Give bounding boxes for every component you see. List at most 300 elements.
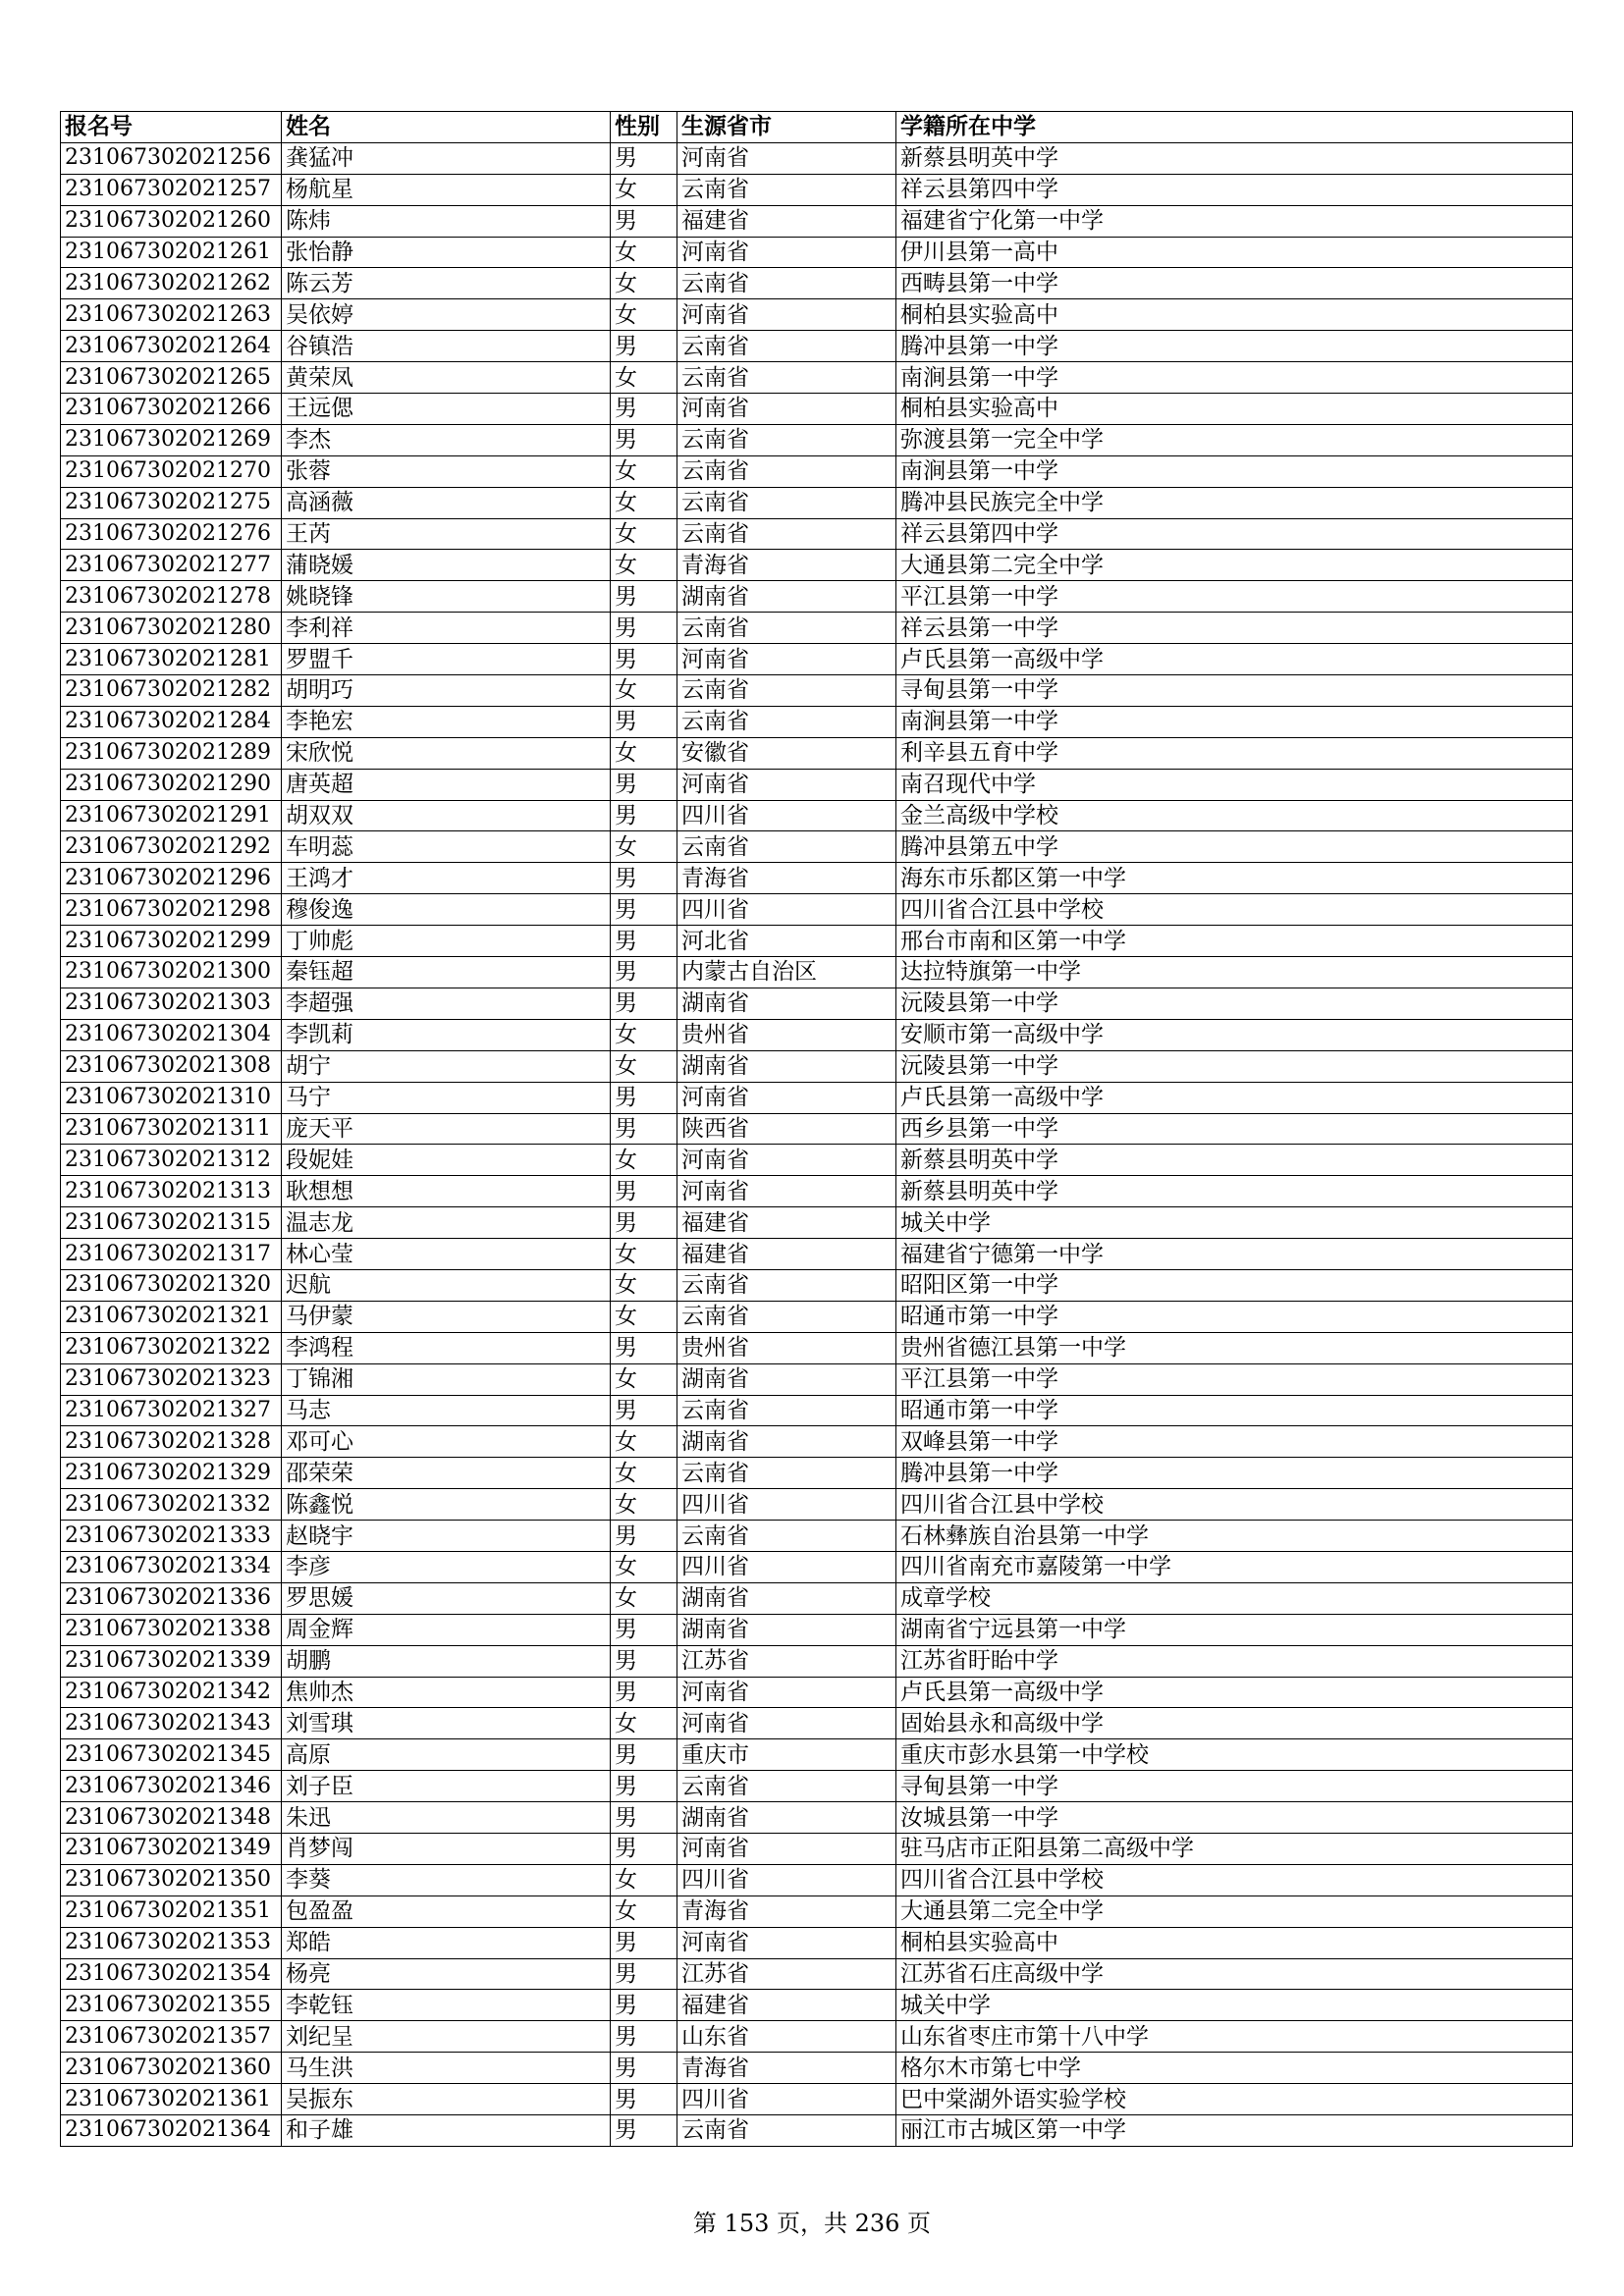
name-cell: 秦钰超 xyxy=(282,957,611,988)
name-cell: 赵晓宇 xyxy=(282,1521,611,1552)
name-cell: 李葵 xyxy=(282,1864,611,1896)
table-row xyxy=(61,675,1573,707)
registration-number-cell: 231067302021308 xyxy=(61,1050,282,1082)
table-row xyxy=(61,1927,1573,1958)
province-cell: 陕西省 xyxy=(677,1113,896,1145)
name-cell: 吴振东 xyxy=(282,2084,611,2115)
registration-number-cell: 231067302021357 xyxy=(61,2021,282,2053)
table-row xyxy=(61,1145,1573,1176)
school-cell: 四川省合江县中学校 xyxy=(896,1864,1573,1896)
province-cell: 云南省 xyxy=(677,1771,896,1802)
table-row xyxy=(61,1958,1573,1990)
registration-number-cell: 231067302021291 xyxy=(61,800,282,831)
table-row xyxy=(61,394,1573,425)
school-cell: 平江县第一中学 xyxy=(896,1363,1573,1395)
province-cell: 河南省 xyxy=(677,769,896,800)
table-row xyxy=(61,1426,1573,1458)
name-cell: 刘子臣 xyxy=(282,1771,611,1802)
province-cell: 云南省 xyxy=(677,706,896,737)
gender-cell: 女 xyxy=(611,1239,677,1270)
registration-number-cell: 231067302021348 xyxy=(61,1802,282,1834)
registration-number-cell: 231067302021261 xyxy=(61,237,282,268)
province-cell: 河南省 xyxy=(677,644,896,675)
registration-number-cell: 231067302021300 xyxy=(61,957,282,988)
province-cell: 贵州省 xyxy=(677,1019,896,1050)
school-cell: 平江县第一中学 xyxy=(896,581,1573,613)
province-cell: 云南省 xyxy=(677,1521,896,1552)
gender-cell: 女 xyxy=(611,362,677,394)
name-cell: 李超强 xyxy=(282,988,611,1019)
table-row xyxy=(61,174,1573,205)
province-cell: 云南省 xyxy=(677,424,896,455)
gender-cell: 男 xyxy=(611,331,677,362)
registration-number-cell: 231067302021276 xyxy=(61,518,282,550)
province-cell: 云南省 xyxy=(677,487,896,518)
registration-number-cell: 231067302021322 xyxy=(61,1332,282,1363)
registration-number-cell: 231067302021277 xyxy=(61,550,282,581)
province-cell: 江苏省 xyxy=(677,1958,896,1990)
province-cell: 山东省 xyxy=(677,2021,896,2053)
gender-cell: 女 xyxy=(611,174,677,205)
province-cell: 云南省 xyxy=(677,268,896,299)
name-cell: 高涵薇 xyxy=(282,487,611,518)
school-cell: 贵州省德江县第一中学 xyxy=(896,1332,1573,1363)
name-cell: 郑皓 xyxy=(282,1927,611,1958)
table-row xyxy=(61,1677,1573,1708)
province-cell: 河南省 xyxy=(677,142,896,174)
name-cell: 罗思媛 xyxy=(282,1582,611,1614)
name-cell: 李凯莉 xyxy=(282,1019,611,1050)
name-cell: 谷镇浩 xyxy=(282,331,611,362)
name-cell: 李艳宏 xyxy=(282,706,611,737)
province-cell: 青海省 xyxy=(677,1896,896,1927)
registration-number-cell: 231067302021265 xyxy=(61,362,282,394)
registration-number-cell: 231067302021343 xyxy=(61,1708,282,1739)
registration-number-cell: 231067302021321 xyxy=(61,1301,282,1332)
school-cell: 福建省宁化第一中学 xyxy=(896,205,1573,237)
school-cell: 桐柏县实验高中 xyxy=(896,299,1573,331)
gender-cell: 女 xyxy=(611,1269,677,1301)
admission-roster-table xyxy=(60,111,1573,2147)
gender-cell: 男 xyxy=(611,1207,677,1239)
registration-number-cell: 231067302021364 xyxy=(61,2115,282,2147)
name-cell: 王远偲 xyxy=(282,394,611,425)
name-cell: 杨航星 xyxy=(282,174,611,205)
school-cell: 双峰县第一中学 xyxy=(896,1426,1573,1458)
name-cell: 李杰 xyxy=(282,424,611,455)
gender-cell: 男 xyxy=(611,1395,677,1426)
name-cell: 庞天平 xyxy=(282,1113,611,1145)
school-cell: 城关中学 xyxy=(896,1207,1573,1239)
school-cell: 南涧县第一中学 xyxy=(896,706,1573,737)
school-cell: 昭通市第一中学 xyxy=(896,1301,1573,1332)
gender-cell: 男 xyxy=(611,988,677,1019)
registration-number-cell: 231067302021354 xyxy=(61,1958,282,1990)
province-cell: 湖南省 xyxy=(677,1802,896,1834)
gender-cell: 男 xyxy=(611,1176,677,1207)
province-cell: 河南省 xyxy=(677,1176,896,1207)
name-cell: 车明蕊 xyxy=(282,831,611,863)
gender-cell: 男 xyxy=(611,205,677,237)
name-cell: 胡双双 xyxy=(282,800,611,831)
table-row xyxy=(61,1113,1573,1145)
gender-cell: 女 xyxy=(611,237,677,268)
gender-cell: 男 xyxy=(611,581,677,613)
name-cell: 陈云芳 xyxy=(282,268,611,299)
province-cell: 福建省 xyxy=(677,1990,896,2021)
registration-number-cell: 231067302021313 xyxy=(61,1176,282,1207)
school-cell: 寻甸县第一中学 xyxy=(896,1771,1573,1802)
table-row xyxy=(61,1332,1573,1363)
province-cell: 云南省 xyxy=(677,518,896,550)
table-row xyxy=(61,1864,1573,1896)
school-cell: 沅陵县第一中学 xyxy=(896,988,1573,1019)
school-cell: 利辛县五育中学 xyxy=(896,737,1573,769)
gender-cell: 女 xyxy=(611,1489,677,1521)
school-cell: 四川省南充市嘉陵第一中学 xyxy=(896,1551,1573,1582)
name-cell: 张蓉 xyxy=(282,455,611,487)
registration-number-cell: 231067302021289 xyxy=(61,737,282,769)
school-cell: 金兰高级中学校 xyxy=(896,800,1573,831)
registration-number-cell: 231067302021332 xyxy=(61,1489,282,1521)
province-cell: 河北省 xyxy=(677,926,896,957)
table-row xyxy=(61,2053,1573,2084)
school-cell: 固始县永和高级中学 xyxy=(896,1708,1573,1739)
table-row xyxy=(61,2021,1573,2053)
registration-number-cell: 231067302021270 xyxy=(61,455,282,487)
school-cell: 腾冲县第五中学 xyxy=(896,831,1573,863)
province-cell: 湖南省 xyxy=(677,1614,896,1645)
gender-cell: 女 xyxy=(611,1363,677,1395)
province-cell: 云南省 xyxy=(677,174,896,205)
school-cell: 四川省合江县中学校 xyxy=(896,894,1573,926)
table-row xyxy=(61,142,1573,174)
school-cell: 汝城县第一中学 xyxy=(896,1802,1573,1834)
name-cell: 温志龙 xyxy=(282,1207,611,1239)
table-row xyxy=(61,926,1573,957)
registration-number-cell: 231067302021312 xyxy=(61,1145,282,1176)
name-cell: 黄荣凤 xyxy=(282,362,611,394)
registration-number-cell: 231067302021299 xyxy=(61,926,282,957)
school-cell: 伊川县第一高中 xyxy=(896,237,1573,268)
table-row xyxy=(61,331,1573,362)
province-cell: 河南省 xyxy=(677,237,896,268)
name-cell: 罗盟千 xyxy=(282,644,611,675)
school-cell: 安顺市第一高级中学 xyxy=(896,1019,1573,1050)
registration-number-cell: 231067302021311 xyxy=(61,1113,282,1145)
gender-cell: 男 xyxy=(611,800,677,831)
table-row xyxy=(61,1551,1573,1582)
school-cell: 江苏省石庄高级中学 xyxy=(896,1958,1573,1990)
table-row xyxy=(61,1050,1573,1082)
table-row xyxy=(61,988,1573,1019)
name-cell: 马生洪 xyxy=(282,2053,611,2084)
table-row xyxy=(61,299,1573,331)
table-row xyxy=(61,644,1573,675)
school-cell: 昭阳区第一中学 xyxy=(896,1269,1573,1301)
province-cell: 云南省 xyxy=(677,831,896,863)
gender-cell: 男 xyxy=(611,1990,677,2021)
province-cell: 四川省 xyxy=(677,1864,896,1896)
name-cell: 林心莹 xyxy=(282,1239,611,1270)
school-cell: 卢氏县第一高级中学 xyxy=(896,1677,1573,1708)
name-cell: 穆俊逸 xyxy=(282,894,611,926)
name-cell: 李利祥 xyxy=(282,613,611,644)
table-row xyxy=(61,1990,1573,2021)
school-cell: 海东市乐都区第一中学 xyxy=(896,863,1573,894)
province-cell: 青海省 xyxy=(677,863,896,894)
province-cell: 重庆市 xyxy=(677,1739,896,1771)
name-cell: 周金辉 xyxy=(282,1614,611,1645)
school-cell: 江苏省盱眙中学 xyxy=(896,1645,1573,1677)
gender-cell: 男 xyxy=(611,863,677,894)
name-cell: 耿想想 xyxy=(282,1176,611,1207)
province-cell: 四川省 xyxy=(677,800,896,831)
gender-cell: 女 xyxy=(611,550,677,581)
gender-cell: 男 xyxy=(611,1113,677,1145)
registration-number-cell: 231067302021281 xyxy=(61,644,282,675)
registration-number-cell: 231067302021296 xyxy=(61,863,282,894)
school-cell: 西畴县第一中学 xyxy=(896,268,1573,299)
name-cell: 丁帅彪 xyxy=(282,926,611,957)
header-registration-number: 报名号 xyxy=(61,112,282,143)
school-cell: 新蔡县明英中学 xyxy=(896,1145,1573,1176)
province-cell: 湖南省 xyxy=(677,1582,896,1614)
registration-number-cell: 231067302021328 xyxy=(61,1426,282,1458)
table-row xyxy=(61,581,1573,613)
gender-cell: 女 xyxy=(611,1864,677,1896)
school-cell: 南涧县第一中学 xyxy=(896,455,1573,487)
table-row xyxy=(61,863,1573,894)
registration-number-cell: 231067302021304 xyxy=(61,1019,282,1050)
name-cell: 龚猛冲 xyxy=(282,142,611,174)
registration-number-cell: 231067302021334 xyxy=(61,1551,282,1582)
registration-number-cell: 231067302021351 xyxy=(61,1896,282,1927)
registration-number-cell: 231067302021361 xyxy=(61,2084,282,2115)
table-row xyxy=(61,1708,1573,1739)
province-cell: 云南省 xyxy=(677,675,896,707)
page-footer: 第 153 页，共 236 页 xyxy=(692,2210,932,2237)
name-cell: 姚晓锋 xyxy=(282,581,611,613)
gender-cell: 男 xyxy=(611,424,677,455)
table-row xyxy=(61,205,1573,237)
school-cell: 巴中棠湖外语实验学校 xyxy=(896,2084,1573,2115)
gender-cell: 男 xyxy=(611,1771,677,1802)
table-row xyxy=(61,1833,1573,1864)
school-cell: 新蔡县明英中学 xyxy=(896,1176,1573,1207)
school-cell: 湖南省宁远县第一中学 xyxy=(896,1614,1573,1645)
registration-number-cell: 231067302021263 xyxy=(61,299,282,331)
registration-number-cell: 231067302021350 xyxy=(61,1864,282,1896)
province-cell: 湖南省 xyxy=(677,581,896,613)
school-cell: 重庆市彭水县第一中学校 xyxy=(896,1739,1573,1771)
school-cell: 城关中学 xyxy=(896,1990,1573,2021)
table-row xyxy=(61,1176,1573,1207)
school-cell: 邢台市南和区第一中学 xyxy=(896,926,1573,957)
province-cell: 湖南省 xyxy=(677,1426,896,1458)
table-row xyxy=(61,1521,1573,1552)
table-row xyxy=(61,831,1573,863)
school-cell: 石林彝族自治县第一中学 xyxy=(896,1521,1573,1552)
province-cell: 云南省 xyxy=(677,362,896,394)
gender-cell: 男 xyxy=(611,1645,677,1677)
gender-cell: 女 xyxy=(611,455,677,487)
province-cell: 江苏省 xyxy=(677,1645,896,1677)
name-cell: 马伊蒙 xyxy=(282,1301,611,1332)
table-row xyxy=(61,1582,1573,1614)
name-cell: 段妮娃 xyxy=(282,1145,611,1176)
gender-cell: 男 xyxy=(611,1082,677,1113)
gender-cell: 男 xyxy=(611,142,677,174)
province-cell: 河南省 xyxy=(677,1082,896,1113)
registration-number-cell: 231067302021310 xyxy=(61,1082,282,1113)
gender-cell: 女 xyxy=(611,1145,677,1176)
table-row xyxy=(61,518,1573,550)
name-cell: 李乾钰 xyxy=(282,1990,611,2021)
table-row xyxy=(61,1802,1573,1834)
gender-cell: 男 xyxy=(611,926,677,957)
table-row xyxy=(61,737,1573,769)
registration-number-cell: 231067302021346 xyxy=(61,1771,282,1802)
province-cell: 四川省 xyxy=(677,2084,896,2115)
name-cell: 马宁 xyxy=(282,1082,611,1113)
school-cell: 沅陵县第一中学 xyxy=(896,1050,1573,1082)
table-row xyxy=(61,1395,1573,1426)
school-cell: 福建省宁德第一中学 xyxy=(896,1239,1573,1270)
table-body xyxy=(61,142,1573,2146)
registration-number-cell: 231067302021342 xyxy=(61,1677,282,1708)
gender-cell: 男 xyxy=(611,1614,677,1645)
province-cell: 四川省 xyxy=(677,1489,896,1521)
province-cell: 河南省 xyxy=(677,1708,896,1739)
gender-cell: 男 xyxy=(611,394,677,425)
province-cell: 青海省 xyxy=(677,550,896,581)
table-row xyxy=(61,268,1573,299)
table-row xyxy=(61,1363,1573,1395)
province-cell: 青海省 xyxy=(677,2053,896,2084)
name-cell: 唐英超 xyxy=(282,769,611,800)
school-cell: 格尔木市第七中学 xyxy=(896,2053,1573,2084)
name-cell: 肖梦闯 xyxy=(282,1833,611,1864)
name-cell: 丁锦湘 xyxy=(282,1363,611,1395)
table-row xyxy=(61,769,1573,800)
gender-cell: 男 xyxy=(611,1927,677,1958)
gender-cell: 男 xyxy=(611,2053,677,2084)
registration-number-cell: 231067302021269 xyxy=(61,424,282,455)
name-cell: 李彦 xyxy=(282,1551,611,1582)
table-row xyxy=(61,1614,1573,1645)
province-cell: 内蒙古自治区 xyxy=(677,957,896,988)
name-cell: 邵荣荣 xyxy=(282,1458,611,1489)
registration-number-cell: 231067302021290 xyxy=(61,769,282,800)
registration-number-cell: 231067302021262 xyxy=(61,268,282,299)
registration-number-cell: 231067302021260 xyxy=(61,205,282,237)
name-cell: 蒲晓媛 xyxy=(282,550,611,581)
province-cell: 福建省 xyxy=(677,1207,896,1239)
registration-number-cell: 231067302021284 xyxy=(61,706,282,737)
school-cell: 南召现代中学 xyxy=(896,769,1573,800)
province-cell: 安徽省 xyxy=(677,737,896,769)
gender-cell: 女 xyxy=(611,487,677,518)
name-cell: 焦帅杰 xyxy=(282,1677,611,1708)
registration-number-cell: 231067302021264 xyxy=(61,331,282,362)
table-row xyxy=(61,2084,1573,2115)
school-cell: 南涧县第一中学 xyxy=(896,362,1573,394)
gender-cell: 男 xyxy=(611,644,677,675)
province-cell: 云南省 xyxy=(677,1269,896,1301)
gender-cell: 女 xyxy=(611,737,677,769)
name-cell: 张怡静 xyxy=(282,237,611,268)
name-cell: 马志 xyxy=(282,1395,611,1426)
name-cell: 陈炜 xyxy=(282,205,611,237)
school-cell: 昭通市第一中学 xyxy=(896,1395,1573,1426)
table-row xyxy=(61,1239,1573,1270)
school-cell: 祥云县第四中学 xyxy=(896,174,1573,205)
table-row xyxy=(61,1896,1573,1927)
gender-cell: 男 xyxy=(611,706,677,737)
province-cell: 四川省 xyxy=(677,1551,896,1582)
table-row xyxy=(61,894,1573,926)
registration-number-cell: 231067302021339 xyxy=(61,1645,282,1677)
table-row xyxy=(61,1269,1573,1301)
gender-cell: 男 xyxy=(611,2084,677,2115)
table-row xyxy=(61,424,1573,455)
gender-cell: 女 xyxy=(611,1708,677,1739)
province-cell: 福建省 xyxy=(677,205,896,237)
school-cell: 驻马店市正阳县第二高级中学 xyxy=(896,1833,1573,1864)
registration-number-cell: 231067302021323 xyxy=(61,1363,282,1395)
province-cell: 河南省 xyxy=(677,1927,896,1958)
school-cell: 寻甸县第一中学 xyxy=(896,675,1573,707)
name-cell: 李鸿程 xyxy=(282,1332,611,1363)
gender-cell: 男 xyxy=(611,1958,677,1990)
registration-number-cell: 231067302021333 xyxy=(61,1521,282,1552)
table-row xyxy=(61,1489,1573,1521)
school-cell: 祥云县第一中学 xyxy=(896,613,1573,644)
table-row xyxy=(61,1645,1573,1677)
registration-number-cell: 231067302021327 xyxy=(61,1395,282,1426)
name-cell: 杨亮 xyxy=(282,1958,611,1990)
table-row xyxy=(61,1771,1573,1802)
registration-number-cell: 231067302021275 xyxy=(61,487,282,518)
header-school: 学籍所在中学 xyxy=(896,112,1573,143)
name-cell: 刘纪呈 xyxy=(282,2021,611,2053)
name-cell: 王鸿才 xyxy=(282,863,611,894)
table-header-row xyxy=(61,112,1573,143)
gender-cell: 男 xyxy=(611,894,677,926)
header-gender: 性别 xyxy=(611,112,677,143)
table-row xyxy=(61,706,1573,737)
province-cell: 云南省 xyxy=(677,331,896,362)
name-cell: 陈鑫悦 xyxy=(282,1489,611,1521)
registration-number-cell: 231067302021349 xyxy=(61,1833,282,1864)
province-cell: 云南省 xyxy=(677,455,896,487)
school-cell: 桐柏县实验高中 xyxy=(896,394,1573,425)
name-cell: 王芮 xyxy=(282,518,611,550)
table-row xyxy=(61,2115,1573,2147)
school-cell: 腾冲县民族完全中学 xyxy=(896,487,1573,518)
table-row xyxy=(61,237,1573,268)
name-cell: 刘雪琪 xyxy=(282,1708,611,1739)
name-cell: 宋欣悦 xyxy=(282,737,611,769)
table-row xyxy=(61,1739,1573,1771)
province-cell: 河南省 xyxy=(677,394,896,425)
header-province: 生源省市 xyxy=(677,112,896,143)
registration-number-cell: 231067302021317 xyxy=(61,1239,282,1270)
school-cell: 成章学校 xyxy=(896,1582,1573,1614)
school-cell: 桐柏县实验高中 xyxy=(896,1927,1573,1958)
registration-number-cell: 231067302021345 xyxy=(61,1739,282,1771)
